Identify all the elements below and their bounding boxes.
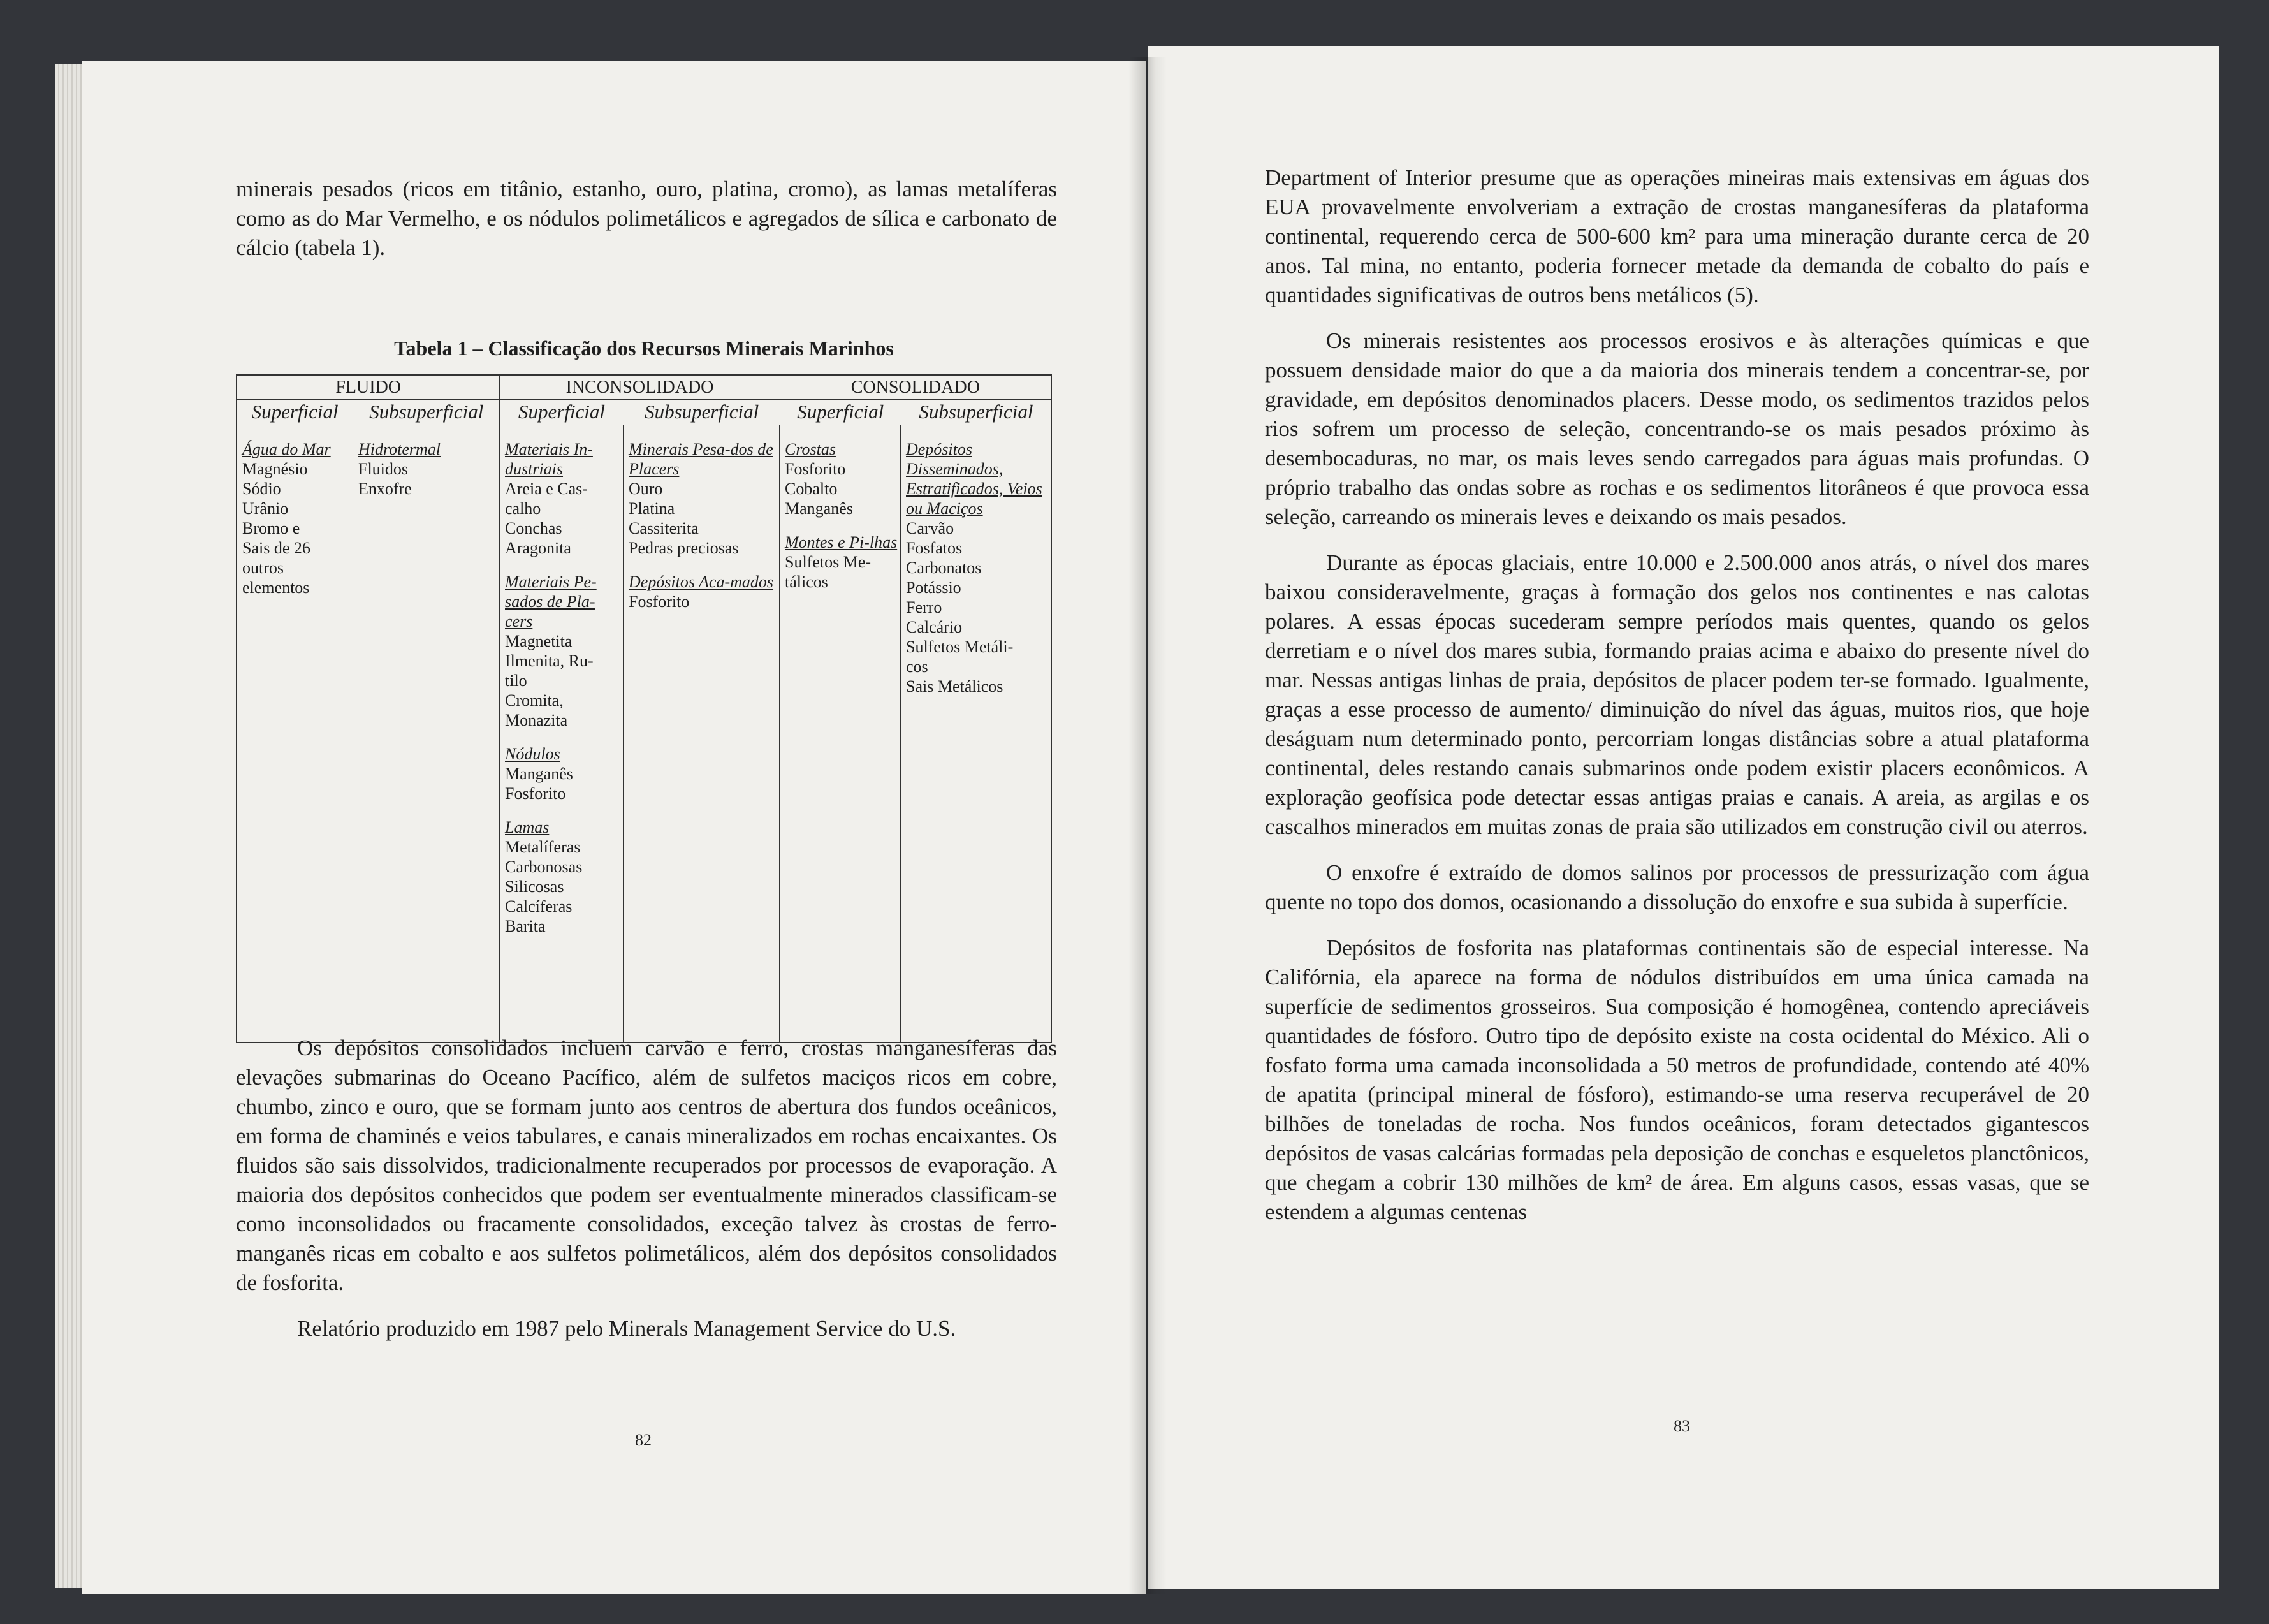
book-gutter bbox=[1128, 57, 1167, 1594]
table-item: tilo bbox=[505, 671, 527, 690]
table-item: Ferro bbox=[906, 598, 942, 617]
table-item: Bromo e bbox=[242, 519, 300, 538]
table-body bbox=[237, 425, 1051, 1043]
table-item: Sais de 26 bbox=[242, 539, 310, 557]
left-body-text bbox=[236, 1034, 1057, 1343]
paragraph: O enxofre é extraído de domos salinos por processos de pressurização com água quente no topo dos domos, ocasionando a dissolução do enxofre e sua subida à superfície. bbox=[1265, 860, 2089, 914]
page-number: 82 bbox=[635, 1431, 652, 1449]
table-group-title: Lamas bbox=[505, 818, 550, 837]
table-item: Silicosas bbox=[505, 877, 564, 896]
subheader-cell: Subsuperficial bbox=[353, 400, 500, 425]
table-group-title: Minerais Pesa-dos de Placers bbox=[629, 440, 773, 478]
table-caption: Tabela 1 – Classificação dos Recursos Minerais Marinhos bbox=[394, 337, 894, 360]
table-item: Calcário bbox=[906, 618, 963, 636]
table-item: Ilmenita, Ru- bbox=[505, 652, 594, 670]
table-group-title: Água do Mar bbox=[242, 440, 331, 458]
paragraph: Department of Interior presume que as operações mineiras mais extensivas em águas dos EUA provavelmente envolveriam a extração de crostas manganesíferas da plataforma continental, requerendo cerca de 500-600 km² para uma mineração durante cerca de 20 anos. Tal mina, no entanto, poderia fornecer metade da demanda de cobalto do país e quantidades significativas de outros bens metálicos (5). bbox=[1265, 165, 2089, 307]
table-item: Sódio bbox=[242, 479, 281, 498]
table-column bbox=[780, 425, 901, 1043]
table-item: Sulfetos Metáli- bbox=[906, 638, 1014, 656]
table-item: Fluidos bbox=[358, 460, 409, 478]
table-group-title: Materiais In-dustriais bbox=[505, 440, 593, 478]
table-item: Sais Metálicos bbox=[906, 677, 1003, 696]
page-edge-stack bbox=[55, 64, 83, 1588]
table-item: Manganês bbox=[785, 499, 853, 518]
table-item: Manganês bbox=[505, 764, 573, 783]
table-group-title: Nódulos bbox=[505, 745, 560, 763]
table-column bbox=[624, 425, 780, 1043]
table-item: Cromita, bbox=[505, 691, 564, 710]
table-item: Fosforito bbox=[505, 784, 566, 803]
table-item: cos bbox=[906, 657, 928, 676]
table-item: Monazita bbox=[505, 711, 568, 729]
table-cell-group bbox=[358, 439, 497, 499]
table-item: Barita bbox=[505, 917, 546, 935]
table-item: Ouro bbox=[629, 479, 663, 498]
table-item: Urânio bbox=[242, 499, 289, 518]
paragraph: Durante as épocas glaciais, entre 10.000 e 2.500.000 anos atrás, o nível dos mares baixou consideravelmente, graças à formação dos gelos nos continentes e nas calotas polares. A essas épocas sucederam sempre períodos mais quentes, quando os gelos derretiam e o nível dos mares subia, formando praias acima e abaixo do presente nível do mar. Nessas antigas linhas de praia, depósitos de placer podem ter-se formado. Igualmente, graças a esse processo de aumento/ diminuição do nível das águas, muitos rios, que hoje deságuam num determinado ponto, percorriam longas distâncias sobre a atual plataforma continental, deles restando canais submarinos onde podem existir placers econômicos. A exploração geofísica pode detectar essas antigas praias e canais. A areia, as argilas e os cascalhos minerados em muitas zonas de praia são utilizados em construção civil ou aterros. bbox=[1265, 550, 2089, 839]
table-item: Enxofre bbox=[358, 479, 412, 498]
table-item: Aragonita bbox=[505, 539, 571, 557]
table-item: Magnésio bbox=[242, 460, 308, 478]
subheader-cell: Superficial bbox=[237, 400, 353, 425]
group-header-fluido: FLUIDO bbox=[237, 376, 500, 399]
table-group-title: Hidrotermal bbox=[358, 440, 441, 458]
subheader-cell: Subsuperficial bbox=[624, 400, 780, 425]
table-cell-group bbox=[505, 817, 620, 936]
page-number: 83 bbox=[1674, 1417, 1690, 1435]
subheader-cell: Superficial bbox=[780, 400, 901, 425]
subheader-cell: Superficial bbox=[500, 400, 624, 425]
table-item: Fosfatos bbox=[906, 539, 963, 557]
mineral-resources-table bbox=[236, 337, 1052, 1043]
intro-text: minerais pesados (ricos em titânio, estanho, ouro, platina, cromo), as lamas metalíferas como as do Mar Vermelho, e os nódulos polimetálicos e agregados de sílica e carbonato de cálcio (tabela 1). bbox=[236, 177, 1057, 260]
table-cell-group bbox=[629, 439, 777, 558]
table-cell-group bbox=[505, 439, 620, 558]
table-column bbox=[500, 425, 624, 1043]
table-item: Sulfetos Me- bbox=[785, 553, 872, 571]
table-sub-header bbox=[237, 400, 1051, 425]
table-item: Platina bbox=[629, 499, 675, 518]
paragraph: Os minerais resistentes aos processos erosivos e às alterações químicas e que possuem densidade maior do que a da maioria dos minerais tendem a concentrar-se, por gravidade, em depósitos denominados placers. Desse modo, os sedimentos trazidos pelos rios sofrem um processo de seleção, concentrando-se os mais pesados próximo às desembocaduras, no mar, os mais leves sendo carregados para águas mais profundas. O próprio trabalho das ondas sobre as rochas e os sedimentos litorâneos é que provoca essa seleção, carreando os minerais leves e deixando os mais pesados. bbox=[1265, 328, 2089, 529]
subheader-cell: Subsuperficial bbox=[919, 400, 1033, 423]
table-item: Carbonatos bbox=[906, 559, 982, 577]
table-item: Cassiterita bbox=[629, 519, 699, 538]
table-group-header bbox=[237, 376, 1051, 400]
left-page bbox=[82, 61, 1146, 1594]
table-column bbox=[901, 425, 1051, 1043]
right-page bbox=[1148, 46, 2219, 1589]
paragraph: Relatório produzido em 1987 pelo Minerals Management Service do U.S. bbox=[297, 1316, 956, 1341]
table-group-title: Materiais Pe-sados de Pla-cers bbox=[505, 573, 597, 631]
table-frame bbox=[236, 374, 1052, 1043]
table-item: Conchas bbox=[505, 519, 562, 538]
table-cell-group bbox=[629, 572, 777, 611]
table-cell-group bbox=[505, 572, 620, 730]
table-item: Fosforito bbox=[785, 460, 846, 478]
table-cell-group bbox=[785, 439, 898, 518]
table-item: Magnetita bbox=[505, 632, 573, 650]
table-cell-group bbox=[242, 439, 350, 597]
table-item: calho bbox=[505, 499, 541, 518]
table-group-title: Montes e Pi-lhas bbox=[785, 533, 898, 552]
table-item: Potássio bbox=[906, 578, 961, 597]
table-item: Carvão bbox=[906, 519, 954, 538]
table-item: Metalíferas bbox=[505, 838, 581, 856]
table-cell-group bbox=[906, 439, 1048, 696]
table-item: outros bbox=[242, 559, 284, 577]
table-group-title: Depósitos Aca-mados bbox=[629, 573, 774, 591]
group-header-consolidado: CONSOLIDADO bbox=[850, 377, 980, 397]
table-item: tálicos bbox=[785, 573, 828, 591]
table-item: Calcíferas bbox=[505, 897, 573, 916]
intro-paragraph bbox=[236, 175, 1057, 263]
table-group-title: Crostas bbox=[785, 440, 836, 458]
table-cell-group bbox=[505, 744, 620, 803]
right-body-text bbox=[1265, 163, 2089, 1227]
table-column bbox=[353, 425, 500, 1043]
table-item: Fosforito bbox=[629, 592, 690, 611]
table-item: Cobalto bbox=[785, 479, 838, 498]
table-item: Areia e Cas- bbox=[505, 479, 588, 498]
group-header-inconsolidado: INCONSOLIDADO bbox=[500, 376, 780, 399]
paragraph: Depósitos de fosforita nas plataformas continentais são de especial interesse. Na Califórnia, ela aparece na forma de nódulos distribuídos em uma única camada na superfície de sedimentos grosseiros. Sua composição é homogênea, contendo apreciáveis quantidades de fósforo. Outro tipo de depósito existe na costa ocidental do México. Ali o fosfato forma uma camada inconsolidada a 50 metros de profundidade, contendo até 40% de apatita (principal mineral de fósforo), estimando-se uma reserva recuperável de 20 bilhões de toneladas de rocha. Nos fundos oceânicos, foram detectados gigantescos depósitos de vasas calcárias formadas pela deposição de conchas e esqueletos planctônicos, que chegam a cobrir 130 milhões de km² de área. Em alguns casos, essas vasas, que se estendem a algumas centenas bbox=[1265, 935, 2089, 1224]
table-item: elementos bbox=[242, 578, 310, 597]
table-item: Carbonosas bbox=[505, 858, 583, 876]
table-column bbox=[237, 425, 353, 1043]
table-cell-group bbox=[785, 532, 898, 592]
table-item: Pedras preciosas bbox=[629, 539, 739, 557]
paragraph: Os depósitos consolidados incluem carvão e ferro, crostas manganesíferas das elevações submarinas do Oceano Pacífico, além de sulfetos maciços ricos em cobre, chumbo, zinco e ouro, que se formam junto aos centros de abertura dos fundos oceânicos, em forma de chaminés e veios tabulares, e canais mineralizados em rochas encaixantes. Os fluidos são sais dissolvidos, tradicionalmente recuperados por processos de evaporação. A maioria dos depósitos conhecidos que podem ser eventualmente minerados classificam-se como inconsolidados ou fracamente consolidados, exceção talvez às crostas de ferro-manganês ricas em cobalto e aos sulfetos polimetálicos, além dos depósitos consolidados de fosforita. bbox=[236, 1035, 1057, 1295]
table-group-title: Depósitos Disseminados, Estratificados, Veios ou Maciços bbox=[906, 440, 1042, 518]
